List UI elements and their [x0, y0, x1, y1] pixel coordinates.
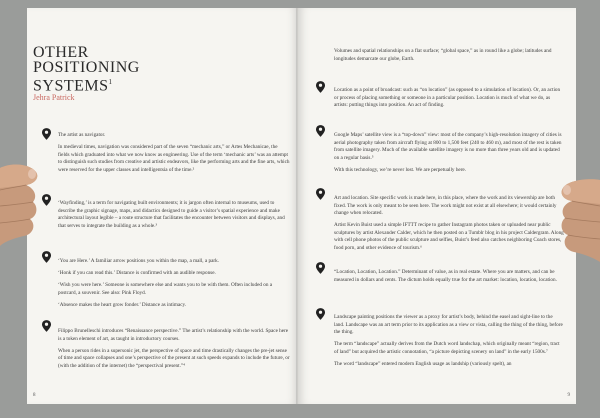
- left-hand: [0, 158, 40, 293]
- paragraph: Google Maps’ satellite view is a “top-down” view: most of the company’s high-resolution imagery of cities is aerial photography taken from aircraft flying at 800 to 1,500 feet (240 to 460 m), and most of the rest is taken from satellite imagery. Much of the available satellite imagery is no more than three years old and is updated on a regular basis.⁵: [334, 132, 562, 161]
- section-global-space: [334, 48, 564, 68]
- paragraph: With this technology, we’re never lost. We are perpetually here.: [334, 166, 467, 173]
- section-location-value: [334, 269, 564, 289]
- map-pin-icon: [42, 251, 52, 264]
- paragraph: ‘Wish you were here.’ Someone is somewhere else and wants you to be with them. Often included on a postcard, a souvenir. See also: Pink Floyd.: [58, 282, 273, 296]
- paragraph: When a person rides in a supersonic jet, the perspective of space and time drastically changes the pre-jet sense of time and space collapses and one’s perspective of the present at such speeds expands to include the future, or (with the addition of the internet) the “perspectival present.”⁴: [58, 347, 290, 369]
- paragraph: Filippo Brunelleschi introduces “Renaissance perspective.” The artist’s relationship with the world. Space here is a token element of art, as taught in introductory courses.: [58, 328, 289, 342]
- author-name: Jehra Patrick: [33, 93, 75, 102]
- section-google-maps: [334, 132, 564, 179]
- section-perspective: [58, 328, 290, 375]
- article-title: [33, 45, 173, 93]
- section-you-are-here: [58, 258, 290, 314]
- paragraph: “Location, Location, Location.” Determinant of value, as in real estate. Where you are matters, and can be measured in dollars and cents. The dictum holds equally true for the art market: location, location, location.: [334, 269, 557, 283]
- map-pin-icon: [42, 128, 52, 141]
- paragraph: ‘Absence makes the heart grow fonder.’ Distance as intimacy.: [58, 301, 187, 308]
- paragraph: The artist as navigator.: [58, 132, 106, 138]
- title-line-2: POSITIONING: [33, 59, 140, 76]
- title-line-3-text: SYSTEMS: [33, 77, 109, 95]
- paragraph: The word “landscape” entered modern English usage as landship (variously spelt), an: [334, 360, 512, 367]
- page-number-left: 8: [33, 393, 36, 398]
- section-art-and-location: [334, 195, 564, 257]
- map-pin-icon: [42, 320, 52, 333]
- section-landscape: [334, 314, 564, 373]
- page-number-right: 9: [567, 393, 570, 398]
- right-hand: [558, 176, 600, 301]
- paragraph: ‘Honk if you can read this.’ Distance is confirmed with an audible response.: [58, 270, 216, 277]
- title-footnote-mark: 1: [108, 78, 113, 86]
- map-pin-icon: [316, 81, 326, 94]
- title-line-1: OTHER: [33, 44, 89, 61]
- map-pin-icon: [316, 188, 326, 201]
- map-pin-icon: [316, 125, 326, 138]
- map-pin-icon: [316, 308, 326, 321]
- map-pin-icon: [316, 262, 326, 275]
- paragraph: Art and location. Site specific work is made here, in this place, where the work and its viewership are both fixed. The work is only meant to be seen here. The work might not exist at all elsewhere; it would certainly change when relocated.: [334, 195, 557, 217]
- paragraph: ‘Wayfinding,’ is a term for navigating built environments; it is jargon often internal to museums, used to describe the graphic signage, maps, and didactics designed to guide a visitor’s spatial experience and make architectural layout legible – a route structure that facilitates the encounter between visitors and displays, and that serves to integrate the building as a whole.³: [58, 200, 285, 229]
- paragraph: Volumes and spatial relationships on a flat surface; “global space,” as in round like a globe; latitudes and longitudes demarcate our globe, Earth.: [334, 48, 552, 62]
- paragraph: The term “landscape” actually derives from the Dutch word landschap, which originally meant “region, tract of land” but acquired the artistic connotation, “a picture depicting scenery on land” in the early 1500s.⁷: [334, 341, 560, 355]
- title-line-3: [33, 75, 173, 93]
- section-location-broadcast: [334, 87, 564, 114]
- map-pin-icon: [42, 194, 52, 207]
- section-wayfinding: [58, 200, 290, 235]
- paragraph: ‘You are Here.’ A familiar arrow positions you within the map, a mall, a park.: [58, 258, 220, 264]
- paragraph: Location as a point of broadcast: such as “on location” (as opposed to a simulation of location). Or, an action or process of placing something or someone in a particular position. Location is much of what we do, as artists: putting things into position. An act of finding.: [334, 87, 561, 109]
- section-navigator: [58, 132, 290, 179]
- left-page: [27, 8, 298, 404]
- right-page: [298, 8, 576, 404]
- paragraph: Artist Kevin Buist used a simple IFTTT recipe to gather Instagram photos taken or uploaded near public sculptures by artist Alexander Calder, which he then posted on a Tumblr blog in his project Caldergram. Along with cell phone photos of the public sculpture and selfies, Buist’s feed also catches neighboring Coach stores, food porn, and other evidence of tourism.⁶: [334, 222, 564, 252]
- paragraph: In medieval times, navigation was considered part of the seven “mechanic arts,” or Artes Mechanicae, the fields which graduated into what we now know as engineering. Use of the term ‘mechanic arts’ was an attempt to distinguish such studies from creative and artistic endeavors, like the performing arts and the fine arts, which were reserved for the upper classes and intelligentsia of the time.²: [58, 144, 290, 173]
- paragraph: Landscape painting positions the viewer as a proxy for artist’s body, behind the easel and sight-line to the land. Landscape was an art term prior to its application as a view or vista, calling the thing of the thing, before the thing.: [334, 314, 563, 336]
